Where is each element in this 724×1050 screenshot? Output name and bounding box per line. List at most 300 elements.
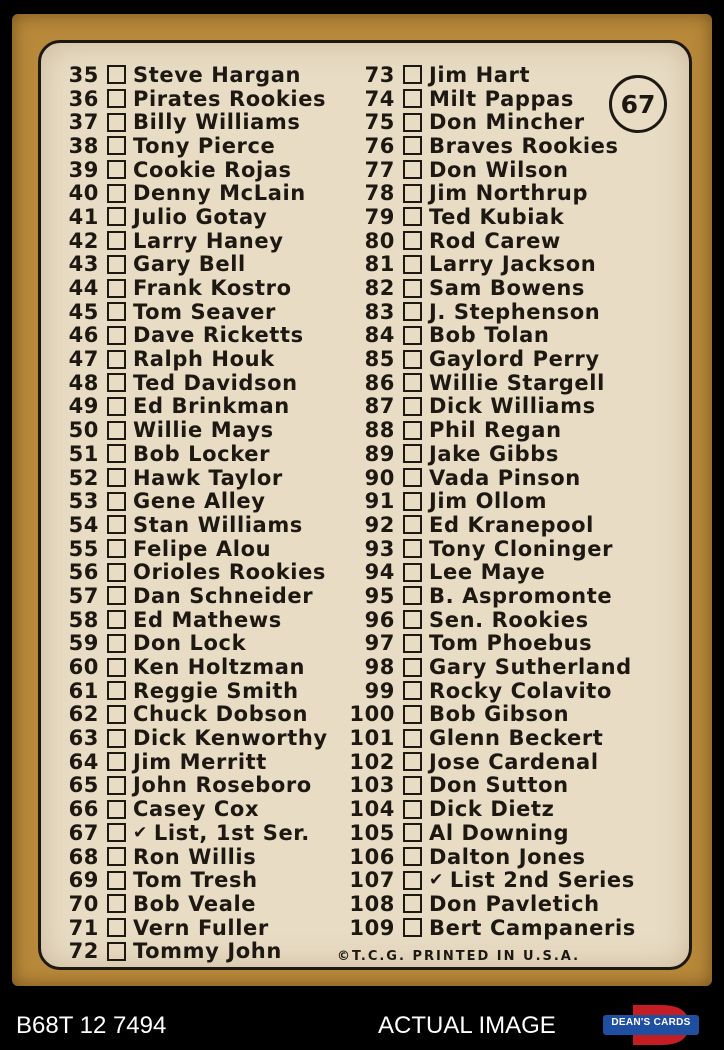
player-name: Dave Ricketts: [133, 323, 304, 348]
card-number-label: 42: [68, 228, 99, 253]
player-name: Billy Williams: [133, 110, 301, 135]
checklist-row: [347, 347, 636, 371]
player-name: Sam Bowens: [429, 276, 586, 301]
checkbox[interactable]: [403, 610, 422, 629]
checkbox[interactable]: [403, 871, 422, 890]
player-name: Glenn Beckert: [429, 726, 604, 751]
checkbox[interactable]: [403, 634, 422, 653]
player-name: Dalton Jones: [429, 844, 586, 869]
checklist-row: [347, 395, 636, 419]
card-number-label: 90: [364, 465, 395, 490]
checkbox[interactable]: [403, 113, 422, 132]
player-name: Larry Haney: [133, 228, 284, 253]
card-number-label: 47: [68, 347, 99, 372]
checklist-row: [347, 632, 636, 656]
checklist-row: [67, 632, 328, 656]
card-number-label: 85: [364, 347, 395, 372]
checkbox[interactable]: [403, 894, 422, 913]
player-name: Ed Brinkman: [133, 394, 290, 419]
player-name: Dick Dietz: [429, 797, 555, 822]
card-number-label: 76: [364, 133, 395, 158]
checklist-card: [12, 14, 712, 986]
checklist-row: [67, 229, 328, 253]
card-number-label: 41: [68, 204, 99, 229]
player-name: Vada Pinson: [429, 465, 581, 490]
checkbox[interactable]: [107, 610, 126, 629]
card-number-label: 105: [349, 820, 395, 845]
card-number-label: 96: [364, 607, 395, 632]
player-name: Frank Kostro: [133, 276, 292, 301]
checklist-right-column: [347, 63, 636, 939]
checklist-row: [67, 181, 328, 205]
checklist-row: [67, 158, 328, 182]
card-number-label: 109: [349, 915, 395, 940]
card-number-label: 61: [68, 678, 99, 703]
logo-text: DEAN'S CARDS: [611, 1017, 691, 1028]
player-name: Gaylord Perry: [429, 347, 600, 372]
checkbox[interactable]: [403, 279, 422, 298]
card-number-label: 80: [364, 228, 395, 253]
card-number-label: 94: [364, 560, 395, 585]
card-number-label: 102: [349, 749, 395, 774]
checklist-row: [67, 821, 328, 845]
player-name: Ron Willis: [133, 844, 257, 869]
checklist-row: [67, 418, 328, 442]
checklist-row: [347, 205, 636, 229]
player-name: Pirates Rookies: [133, 86, 327, 111]
checkbox[interactable]: [403, 421, 422, 440]
player-name: Willie Stargell: [429, 370, 605, 395]
checkbox[interactable]: [107, 729, 126, 748]
checkbox[interactable]: [403, 539, 422, 558]
player-name: Jim Ollom: [429, 489, 548, 514]
player-name: Ted Kubiak: [429, 204, 565, 229]
checklist-row: [347, 110, 636, 134]
checkbox[interactable]: [107, 65, 126, 84]
player-name: J. Stephenson: [429, 299, 601, 324]
checkbox[interactable]: [107, 752, 126, 771]
checklist-row: [67, 797, 328, 821]
checkbox[interactable]: [107, 823, 126, 842]
card-number-label: 71: [68, 915, 99, 940]
card-number-label: 68: [68, 844, 99, 869]
checkbox[interactable]: [107, 184, 126, 203]
player-name: Bob Gibson: [429, 702, 570, 727]
checkbox[interactable]: [403, 586, 422, 605]
checklist-row: [347, 655, 636, 679]
player-name: Hawk Taylor: [133, 465, 283, 490]
checklist-row: [347, 774, 636, 798]
player-name: Dan Schneider: [133, 583, 314, 608]
card-number-label: 57: [68, 583, 99, 608]
checklist-row: [347, 442, 636, 466]
card-number-label: 103: [349, 773, 395, 798]
checklist-row: [67, 324, 328, 348]
player-name: Chuck Dobson: [133, 702, 309, 727]
card-number-label: 86: [364, 370, 395, 395]
card-number-label: 49: [68, 394, 99, 419]
checkbox[interactable]: [107, 302, 126, 321]
card-number-label: 89: [364, 441, 395, 466]
checklist-row: [347, 845, 636, 869]
checklist-row: [67, 466, 328, 490]
checkbox[interactable]: [107, 563, 126, 582]
card-number-label: 72: [68, 939, 99, 964]
checkbox[interactable]: [107, 800, 126, 819]
checklist-row: [67, 892, 328, 916]
checkbox[interactable]: [107, 397, 126, 416]
checklist-row: [67, 347, 328, 371]
checklist-row: [67, 513, 328, 537]
player-name: Braves Rookies: [429, 133, 619, 158]
checkbox[interactable]: [403, 255, 422, 274]
card-number-label: 91: [364, 489, 395, 514]
checkbox[interactable]: [107, 255, 126, 274]
checkbox[interactable]: [403, 492, 422, 511]
player-name: List 2nd Series: [449, 868, 635, 893]
player-name: Felipe Alou: [133, 536, 272, 561]
check-mark-icon: ✔: [133, 822, 148, 843]
player-name: Lee Maye: [429, 560, 546, 585]
card-number-label: 48: [68, 370, 99, 395]
player-name: Orioles Rookies: [133, 560, 327, 585]
checkbox[interactable]: [107, 918, 126, 937]
card-number-label: 62: [68, 702, 99, 727]
player-name: Julio Gotay: [133, 204, 268, 229]
checklist-row: [347, 584, 636, 608]
checklist-row: [347, 560, 636, 584]
checklist-row: [347, 63, 636, 87]
player-name: Vern Fuller: [133, 915, 269, 940]
checkbox[interactable]: [403, 800, 422, 819]
player-name: Don Pavletich: [429, 891, 600, 916]
card-number-label: 87: [364, 394, 395, 419]
card-number-label: 60: [68, 655, 99, 680]
card-number-label: 36: [68, 86, 99, 111]
card-number-label: 67: [68, 820, 99, 845]
player-name: Tom Phoebus: [429, 631, 593, 656]
checkbox[interactable]: [403, 444, 422, 463]
checklist-row: [347, 916, 636, 940]
checkbox[interactable]: [403, 729, 422, 748]
player-name: Ken Holtzman: [133, 655, 306, 680]
player-name: Tom Tresh: [133, 868, 258, 893]
checklist-row: [347, 489, 636, 513]
card-number-label: 70: [68, 891, 99, 916]
checklist-row: [67, 560, 328, 584]
checkbox[interactable]: [107, 350, 126, 369]
checklist-row: [67, 916, 328, 940]
checklist-row: [67, 134, 328, 158]
checkbox[interactable]: [403, 563, 422, 582]
checkbox[interactable]: [107, 326, 126, 345]
card-number-label: 56: [68, 560, 99, 585]
card-number-label: 69: [68, 868, 99, 893]
checkbox[interactable]: [107, 871, 126, 890]
checkbox[interactable]: [107, 539, 126, 558]
checkbox[interactable]: [403, 302, 422, 321]
card-number-label: 95: [364, 583, 395, 608]
checklist-row: [347, 253, 636, 277]
card-number-label: 59: [68, 631, 99, 656]
player-name: Bert Campaneris: [429, 915, 636, 940]
card-number-label: 40: [68, 181, 99, 206]
card-number-label: 63: [68, 726, 99, 751]
player-name: Gene Alley: [133, 489, 266, 514]
player-name: Tom Seaver: [133, 299, 276, 324]
checklist-row: [67, 371, 328, 395]
checkbox[interactable]: [403, 65, 422, 84]
card-number-label: 38: [68, 133, 99, 158]
player-name: Tony Cloninger: [429, 536, 614, 561]
player-name: Bob Veale: [133, 891, 257, 916]
checkbox[interactable]: [107, 847, 126, 866]
checklist-row: [67, 253, 328, 277]
checklist-row: [67, 608, 328, 632]
player-name: List, 1st Ser.: [153, 820, 310, 845]
checklist-panel: [38, 40, 692, 970]
card-number-label: 97: [364, 631, 395, 656]
card-number-label: 51: [68, 441, 99, 466]
player-name: Steve Hargan: [133, 62, 302, 87]
checklist-row: [67, 63, 328, 87]
card-number-label: 45: [68, 299, 99, 324]
player-name: Sen. Rookies: [429, 607, 589, 632]
checklist-row: [347, 892, 636, 916]
card-number-label: 54: [68, 512, 99, 537]
card-number-label: 75: [364, 110, 395, 135]
player-name: Bob Tolan: [429, 323, 550, 348]
checklist-row: [67, 537, 328, 561]
checklist-row: [67, 845, 328, 869]
checklist-row: [67, 774, 328, 798]
checklist-row: [67, 750, 328, 774]
card-number-label: 81: [364, 252, 395, 277]
card-number-label: 50: [68, 418, 99, 443]
card-number-label: 43: [68, 252, 99, 277]
card-number-label: 53: [68, 489, 99, 514]
checkbox[interactable]: [107, 776, 126, 795]
checklist-row: [347, 158, 636, 182]
player-name: Cookie Rojas: [133, 157, 292, 182]
checklist-row: [347, 608, 636, 632]
checkbox[interactable]: [107, 113, 126, 132]
player-name: Don Sutton: [429, 773, 569, 798]
checklist-row: [67, 868, 328, 892]
checklist-row: [347, 679, 636, 703]
checklist-row: [347, 466, 636, 490]
card-number-label: 83: [364, 299, 395, 324]
player-name: Jake Gibbs: [429, 441, 559, 466]
checkbox[interactable]: [403, 658, 422, 677]
checkbox[interactable]: [107, 894, 126, 913]
checklist-row: [347, 181, 636, 205]
player-name: Tony Pierce: [133, 133, 276, 158]
checkbox[interactable]: [403, 207, 422, 226]
checklist-row: [67, 300, 328, 324]
checkbox[interactable]: [107, 492, 126, 511]
copyright-text: ©T.C.G. PRINTED IN U.S.A.: [337, 949, 581, 964]
player-name: Dick Williams: [429, 394, 596, 419]
card-number-label: 92: [364, 512, 395, 537]
checklist-row: [67, 655, 328, 679]
checklist-row: [67, 205, 328, 229]
checklist-row: [67, 442, 328, 466]
checkbox[interactable]: [403, 136, 422, 155]
card-number-label: 106: [349, 844, 395, 869]
player-name: Jose Cardenal: [429, 749, 599, 774]
checklist-left-column: [67, 63, 328, 963]
card-number-label: 73: [364, 62, 395, 87]
checkbox[interactable]: [107, 515, 126, 534]
checkbox[interactable]: [403, 705, 422, 724]
checklist-row: [347, 703, 636, 727]
checkbox[interactable]: [403, 515, 422, 534]
checkbox[interactable]: [403, 776, 422, 795]
checkbox[interactable]: [107, 658, 126, 677]
checkbox[interactable]: [107, 421, 126, 440]
player-name: Gary Sutherland: [429, 655, 632, 680]
card-number-label: 66: [68, 797, 99, 822]
checkbox[interactable]: [403, 918, 422, 937]
checkbox[interactable]: [107, 231, 126, 250]
checkbox[interactable]: [107, 586, 126, 605]
card-number-label: 99: [364, 678, 395, 703]
player-name: Gary Bell: [133, 252, 246, 277]
card-number-label: 39: [68, 157, 99, 182]
checkbox[interactable]: [403, 681, 422, 700]
card-number-label: 79: [364, 204, 395, 229]
checkbox[interactable]: [107, 136, 126, 155]
checklist-row: [67, 87, 328, 111]
checklist-row: [347, 229, 636, 253]
checklist-row: [67, 726, 328, 750]
card-number-label: 65: [68, 773, 99, 798]
card-number-label: 74: [364, 86, 395, 111]
card-number-label: 77: [364, 157, 395, 182]
checklist-row: [67, 110, 328, 134]
checklist-row: [67, 679, 328, 703]
checkbox[interactable]: [403, 350, 422, 369]
player-name: Don Mincher: [429, 110, 585, 135]
card-number-label: 58: [68, 607, 99, 632]
card-number-label: 101: [349, 726, 395, 751]
checkbox[interactable]: [107, 705, 126, 724]
checkbox[interactable]: [403, 752, 422, 771]
card-number-label: 78: [364, 181, 395, 206]
checklist-row: [347, 797, 636, 821]
checkbox[interactable]: [107, 942, 126, 961]
card-number-badge: 67: [609, 75, 667, 133]
checkbox[interactable]: [403, 397, 422, 416]
checkbox[interactable]: [403, 160, 422, 179]
player-name: Rod Carew: [429, 228, 561, 253]
checkbox[interactable]: [107, 279, 126, 298]
card-number-label: 44: [68, 276, 99, 301]
card-number-label: 82: [364, 276, 395, 301]
card-number-label: 108: [349, 891, 395, 916]
card-number-label: 88: [364, 418, 395, 443]
card-number-label: 104: [349, 797, 395, 822]
checkbox[interactable]: [107, 681, 126, 700]
player-name: Phil Regan: [429, 418, 562, 443]
player-name: Ed Mathews: [133, 607, 282, 632]
checkbox[interactable]: [403, 89, 422, 108]
checklist-row: [347, 300, 636, 324]
checklist-row: [67, 276, 328, 300]
player-name: Jim Hart: [429, 62, 531, 87]
checkbox[interactable]: [107, 634, 126, 653]
player-name: Jim Northrup: [429, 181, 589, 206]
card-number-label: 107: [349, 868, 395, 893]
player-name: Al Downing: [429, 820, 570, 845]
checklist-row: [347, 726, 636, 750]
checkbox[interactable]: [107, 207, 126, 226]
player-name: Milt Pappas: [429, 86, 574, 111]
checkbox[interactable]: [107, 444, 126, 463]
player-name: Ted Davidson: [133, 370, 298, 395]
checklist-row: [347, 821, 636, 845]
checkbox[interactable]: [107, 468, 126, 487]
card-number-label: 37: [68, 110, 99, 135]
player-name: Stan Williams: [133, 512, 303, 537]
deans-cards-logo: [603, 1004, 699, 1046]
player-name: Denny McLain: [133, 181, 306, 206]
checkbox[interactable]: [403, 847, 422, 866]
checkbox[interactable]: [403, 326, 422, 345]
player-name: Ed Kranepool: [429, 512, 594, 537]
check-mark-icon: ✔: [429, 870, 444, 891]
card-number-label: 35: [68, 62, 99, 87]
checklist-row: [67, 939, 328, 963]
checklist-row: [347, 87, 636, 111]
checkbox[interactable]: [403, 823, 422, 842]
checklist-row: [347, 324, 636, 348]
player-name: Willie Mays: [133, 418, 274, 443]
checkbox[interactable]: [403, 231, 422, 250]
player-name: Don Lock: [133, 631, 247, 656]
checklist-row: [347, 750, 636, 774]
checkbox[interactable]: [107, 89, 126, 108]
checkbox[interactable]: [107, 160, 126, 179]
checklist-row: [347, 134, 636, 158]
footer-label: ACTUAL IMAGE: [378, 1012, 556, 1039]
checklist-row: [347, 537, 636, 561]
checklist-row: [67, 489, 328, 513]
card-number-label: 93: [364, 536, 395, 561]
card-number-label: 84: [364, 323, 395, 348]
player-name: Dick Kenworthy: [133, 726, 328, 751]
card-number-label: 46: [68, 323, 99, 348]
checklist-row: [67, 584, 328, 608]
player-name: Reggie Smith: [133, 678, 299, 703]
footer-card-id: B68T 12 7494: [16, 1012, 167, 1039]
player-name: Rocky Colavito: [429, 678, 612, 703]
card-number-label: 52: [68, 465, 99, 490]
checkbox[interactable]: [107, 373, 126, 392]
card-number-label: 64: [68, 749, 99, 774]
card-number-label: 98: [364, 655, 395, 680]
player-name: Don Wilson: [429, 157, 569, 182]
checklist-row: [347, 371, 636, 395]
player-name: B. Aspromonte: [429, 583, 613, 608]
player-name: Jim Merritt: [133, 749, 267, 774]
checkbox[interactable]: [403, 373, 422, 392]
player-name: John Roseboro: [133, 773, 312, 798]
checkbox[interactable]: [403, 184, 422, 203]
checklist-row: [347, 868, 636, 892]
checkbox[interactable]: [403, 468, 422, 487]
